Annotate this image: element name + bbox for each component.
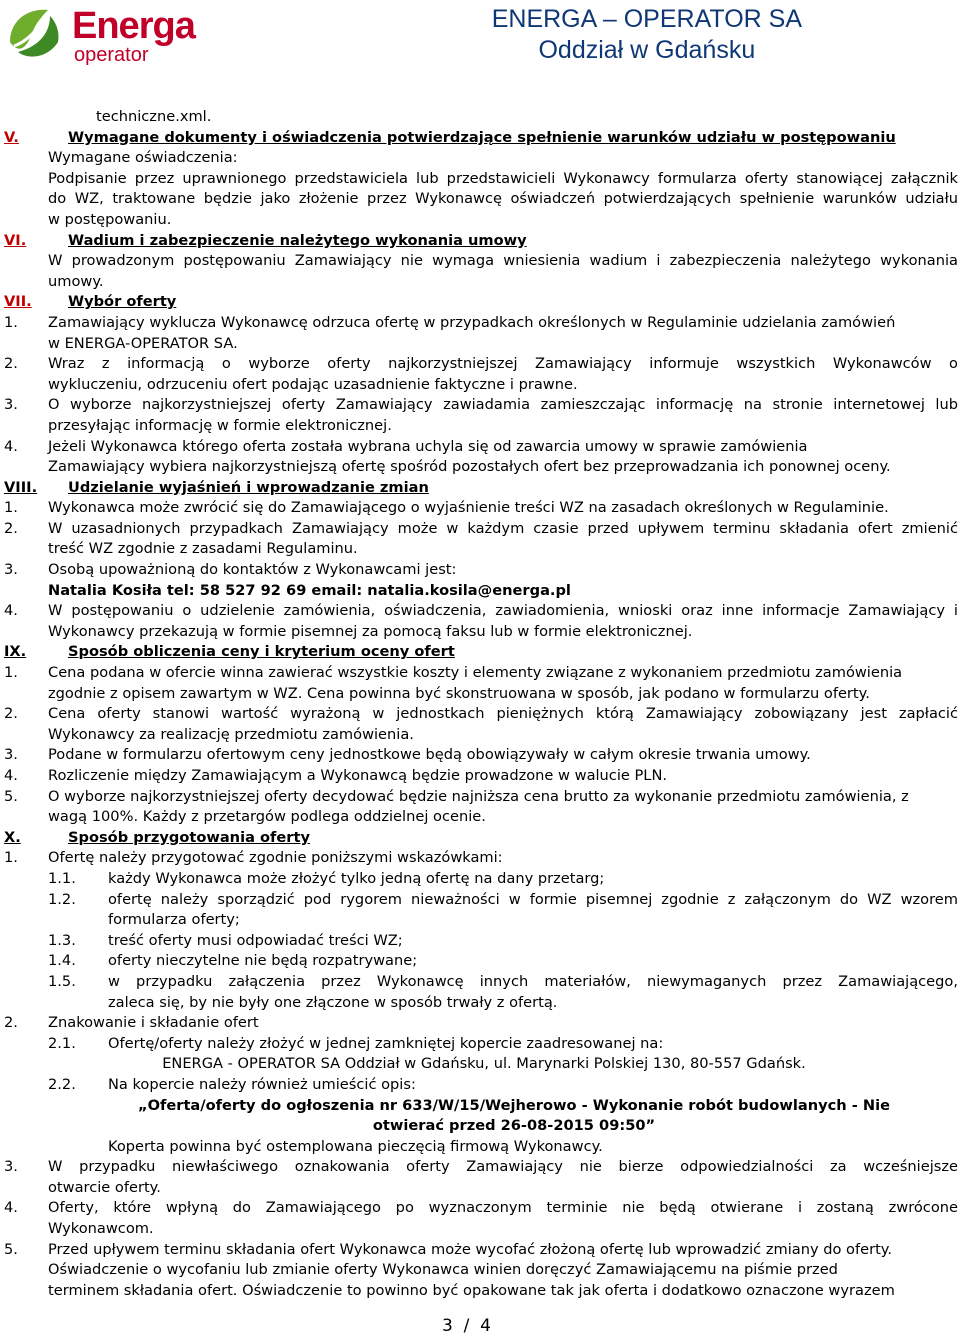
text-line: Przed upływem terminu składania ofert Wykonawca może wycofać złożoną ofertę lub wprowadzić zmiany do oferty. xyxy=(48,1240,893,1258)
text-line: Podpisanie przez uprawnionego przedstawiciela lub przedstawicieli Wykonawcy formularza oferty stanowiącej załącznik xyxy=(48,169,958,187)
page-header xyxy=(0,0,960,80)
text-line: w ENERGA-OPERATOR SA. xyxy=(48,334,238,352)
subitem-number: 1.4. xyxy=(48,952,76,970)
text-line: Zamawiający wybiera najkorzystniejszą ofertę spośród pozostałych ofert bez przeprowadzania ich ponownej oceny. xyxy=(48,458,891,476)
page-number: 3 / 4 xyxy=(442,1316,491,1336)
company-header xyxy=(492,4,802,66)
text-line: otwarcie oferty. xyxy=(48,1178,161,1196)
text-line: W uzasadnionych przypadkach Zamawiający może w każdym czasie przed upływem terminu składania ofert zmienić xyxy=(48,519,958,537)
text-line: treść WZ zgodnie z zasadami Regulaminu. xyxy=(48,540,358,558)
item-number: 3. xyxy=(4,746,18,764)
company-name: ENERGA – OPERATOR SA xyxy=(491,5,802,33)
section-heading xyxy=(0,642,960,663)
text-line: O wyborze najkorzystniejszej oferty Zamawiający zawiadamia zamieszczając informację na stronie internetowej lub xyxy=(48,396,958,414)
text-line: każdy Wykonawca może złożyć tylko jedną ofertę na dany przetarg; xyxy=(108,869,605,887)
text-line: Znakowanie i składanie ofert xyxy=(48,1014,259,1032)
text-line: w postępowaniu. xyxy=(48,210,172,228)
section-heading xyxy=(0,828,960,849)
section-heading xyxy=(0,128,960,149)
section-title: Wadium i zabezpieczenie należytego wykonania umowy xyxy=(68,231,527,249)
section-number: V. xyxy=(4,128,19,146)
subitem-number: 2.1. xyxy=(48,1034,76,1052)
text-line: O wyborze najkorzystniejszej oferty decydować będzie najniższa cena brutto za wykonanie przedmiotu zamówienia, z xyxy=(48,787,909,805)
text-line: W postępowaniu o udzielenie zamówienia, oświadczenia, zawiadomienia, wnioski oraz inne informacje Zamawiający i xyxy=(48,602,958,620)
text-line: W przypadku niewłaściwego oznakowania oferty Zamawiający nie bierze odpowiedzialności za wcześniejsze xyxy=(48,1158,958,1176)
text-line: Wykonawcom. xyxy=(48,1220,154,1238)
text-line: wagą 100%. Każdy z przetargów podlega oddzielnej ocenie. xyxy=(48,808,486,826)
item-number: 2. xyxy=(4,519,18,537)
section-number: VI. xyxy=(4,231,27,249)
subitem-number: 2.2. xyxy=(48,1075,76,1093)
item-number: 2. xyxy=(4,355,18,373)
text-line: Ofertę/oferty należy złożyć w jednej zamkniętej kopercie zaadresowanej na: xyxy=(108,1034,664,1052)
text-line: Jeżeli Wykonawca którego oferta została wybrana uchyla się od zawarcia umowy w sprawie zamówienia xyxy=(48,437,808,455)
item-number: 4. xyxy=(4,437,18,455)
text-line: techniczne.xml. xyxy=(96,108,212,125)
address-line: ENERGA - OPERATOR SA Oddział w Gdańsku, ul. Marynarki Polskiej 130, 80-557 Gdańsk. xyxy=(162,1055,806,1073)
item-number: 5. xyxy=(4,787,18,805)
item-number: 2. xyxy=(4,705,18,723)
subitem-number: 1.3. xyxy=(48,931,76,949)
energa-leaf-icon xyxy=(4,2,68,66)
text-line: Zamawiający wyklucza Wykonawcę odrzuca ofertę w przypadkach określonych w Regulaminie udzielania zamówień xyxy=(48,313,896,331)
text-line: zgodnie z opisem zawartym w WZ. Cena powinna być skonstruowana w sposób, jak podano w formularzu oferty. xyxy=(48,684,870,702)
item-number: 3. xyxy=(4,1158,18,1176)
item-number: 3. xyxy=(4,561,18,579)
text-line: Cena oferty stanowi wartość wyrażoną w jednostkach pieniężnych którą Zamawiający zobowiązany jest zapłacić xyxy=(48,705,958,723)
text-line: Wykonawcy przekazują w formie pisemnej za pomocą faksu lub w formie elektronicznej. xyxy=(48,622,693,640)
text-line: umowy. xyxy=(48,272,104,290)
branch-name: Oddział w Gdańsku xyxy=(538,36,756,64)
text-line: do WZ, traktowane będzie jako złożenie przez Wykonawcę oświadczeń potwierdzających spełnienie warunków udziału xyxy=(48,190,958,208)
section-number: X. xyxy=(4,828,21,846)
text-line: Podane w formularzu ofertowym ceny jednostkowe będą obowiązywały w całym okresie trwania umowy. xyxy=(48,746,811,764)
logo-subtitle: operator xyxy=(74,44,149,66)
section-title: Sposób obliczenia ceny i kryterium oceny ofert xyxy=(68,643,455,661)
text-line: Oświadczenie o wycofaniu lub zmianie oferty Wykonawca winien doręczyć Zamawiającemu na piśmie przed xyxy=(48,1261,838,1279)
item-number: 1. xyxy=(4,849,18,867)
text-line: Osobą upoważnioną do kontaktów z Wykonawcami jest: xyxy=(48,561,457,579)
text-line: Na kopercie należy również umieścić opis: xyxy=(108,1075,416,1093)
text-line: ofertę należy sporządzić pod rygorem nieważności w formie pisemnej zgodnie z załączonym do WZ wzorem xyxy=(108,890,958,908)
section-heading xyxy=(0,478,960,499)
text-line: Oferty, które wpłyną do Zamawiającego po wyznaczonym terminie nie będą otwierane i zostaną zwrócone xyxy=(48,1199,958,1217)
item-number: 4. xyxy=(4,602,18,620)
document-body xyxy=(0,107,960,1301)
text-line: zaleca się, by nie były one złączone w sposób trwały z ofertą. xyxy=(108,993,558,1011)
item-number: 4. xyxy=(4,767,18,784)
section-heading xyxy=(0,231,960,252)
subitem-number: 1.5. xyxy=(48,972,76,990)
text-line: wykluczeniu, odrzuceniu ofert podając uzasadnienie faktyczne i prawne. xyxy=(48,375,578,393)
text-line: przesyłając informację w formie elektronicznej. xyxy=(48,416,392,434)
item-number: 1. xyxy=(4,664,18,682)
text-line: Rozliczenie między Zamawiającym a Wykonawcą będzie prowadzone w walucie PLN. xyxy=(48,767,667,784)
envelope-label-line: „Oferta/oferty do ogłoszenia nr 633/W/15/Wejherowo - Wykonanie robót budowlanych - Nie xyxy=(138,1096,890,1114)
text-line: Koperta powinna być ostemplowana pieczęcią firmową Wykonawcy. xyxy=(108,1137,603,1155)
section-title: Sposób przygotowania oferty xyxy=(68,828,310,846)
text-line: Wykonawca może zwrócić się do Zamawiającego o wyjaśnienie treści WZ na zasadach określonych w Regulaminie. xyxy=(48,499,889,517)
item-number: 3. xyxy=(4,396,18,414)
item-number: 1. xyxy=(4,499,18,517)
text-line: Ofertę należy przygotować zgodnie poniższymi wskazówkami: xyxy=(48,849,503,867)
section-heading xyxy=(0,292,960,313)
section-title: Udzielanie wyjaśnień i wprowadzanie zmian xyxy=(68,478,429,496)
text-line: terminem składania ofert. Oświadczenie to powinno być opakowane tak jak oferta i dodatkowo oznaczone wyrazem xyxy=(48,1281,895,1299)
text-line: W prowadzonym postępowaniu Zamawiający nie wymaga wniesienia wadium i zabezpieczenia należytego wykonania xyxy=(48,252,958,270)
subitem-number: 1.2. xyxy=(48,890,76,908)
logo-wordmark: Energa xyxy=(72,5,195,47)
text-line: oferty nieczytelne nie będą rozpatrywane; xyxy=(108,952,418,970)
energa-logo xyxy=(4,2,204,68)
section-number: VIII. xyxy=(4,478,38,496)
item-number: 2. xyxy=(4,1014,18,1032)
text-line: Cena podana w ofercie winna zawierać wszystkie koszty i elementy związane z wykonaniem przedmiotu zamówienia xyxy=(48,664,903,682)
section-number: VII. xyxy=(4,293,32,311)
section-title: Wymagane dokumenty i oświadczenia potwierdzające spełnienie warunków udziału w postępowaniu xyxy=(68,128,896,146)
text-line: Wykonawcy za realizację przedmiotu zamówienia. xyxy=(48,725,414,743)
contact-line: Natalia Kosiła tel: 58 527 92 69 email: natalia.kosila@energa.pl xyxy=(48,581,571,599)
subitem-number: 1.1. xyxy=(48,869,76,887)
envelope-label-line: otwierać przed 26-08-2015 09:50” xyxy=(372,1117,656,1135)
item-number: 4. xyxy=(4,1199,18,1217)
text-line: treść oferty musi odpowiadać treści WZ; xyxy=(108,931,403,949)
item-number: 1. xyxy=(4,313,18,331)
item-number: 5. xyxy=(4,1240,18,1258)
section-number: IX. xyxy=(4,643,27,661)
text-line: w przypadku załączenia przez Wykonawcę innych materiałów, niewymaganych przez Zamawiającego, xyxy=(108,972,958,990)
text-line: Wraz z informacją o wyborze oferty najkorzystniejszej Zamawiający informuje wszystkich Wykonawców o xyxy=(48,355,958,373)
section-title: Wybór oferty xyxy=(68,293,177,311)
text-line: Wymagane oświadczenia: xyxy=(48,149,238,167)
text-line: formularza oferty; xyxy=(108,911,240,929)
